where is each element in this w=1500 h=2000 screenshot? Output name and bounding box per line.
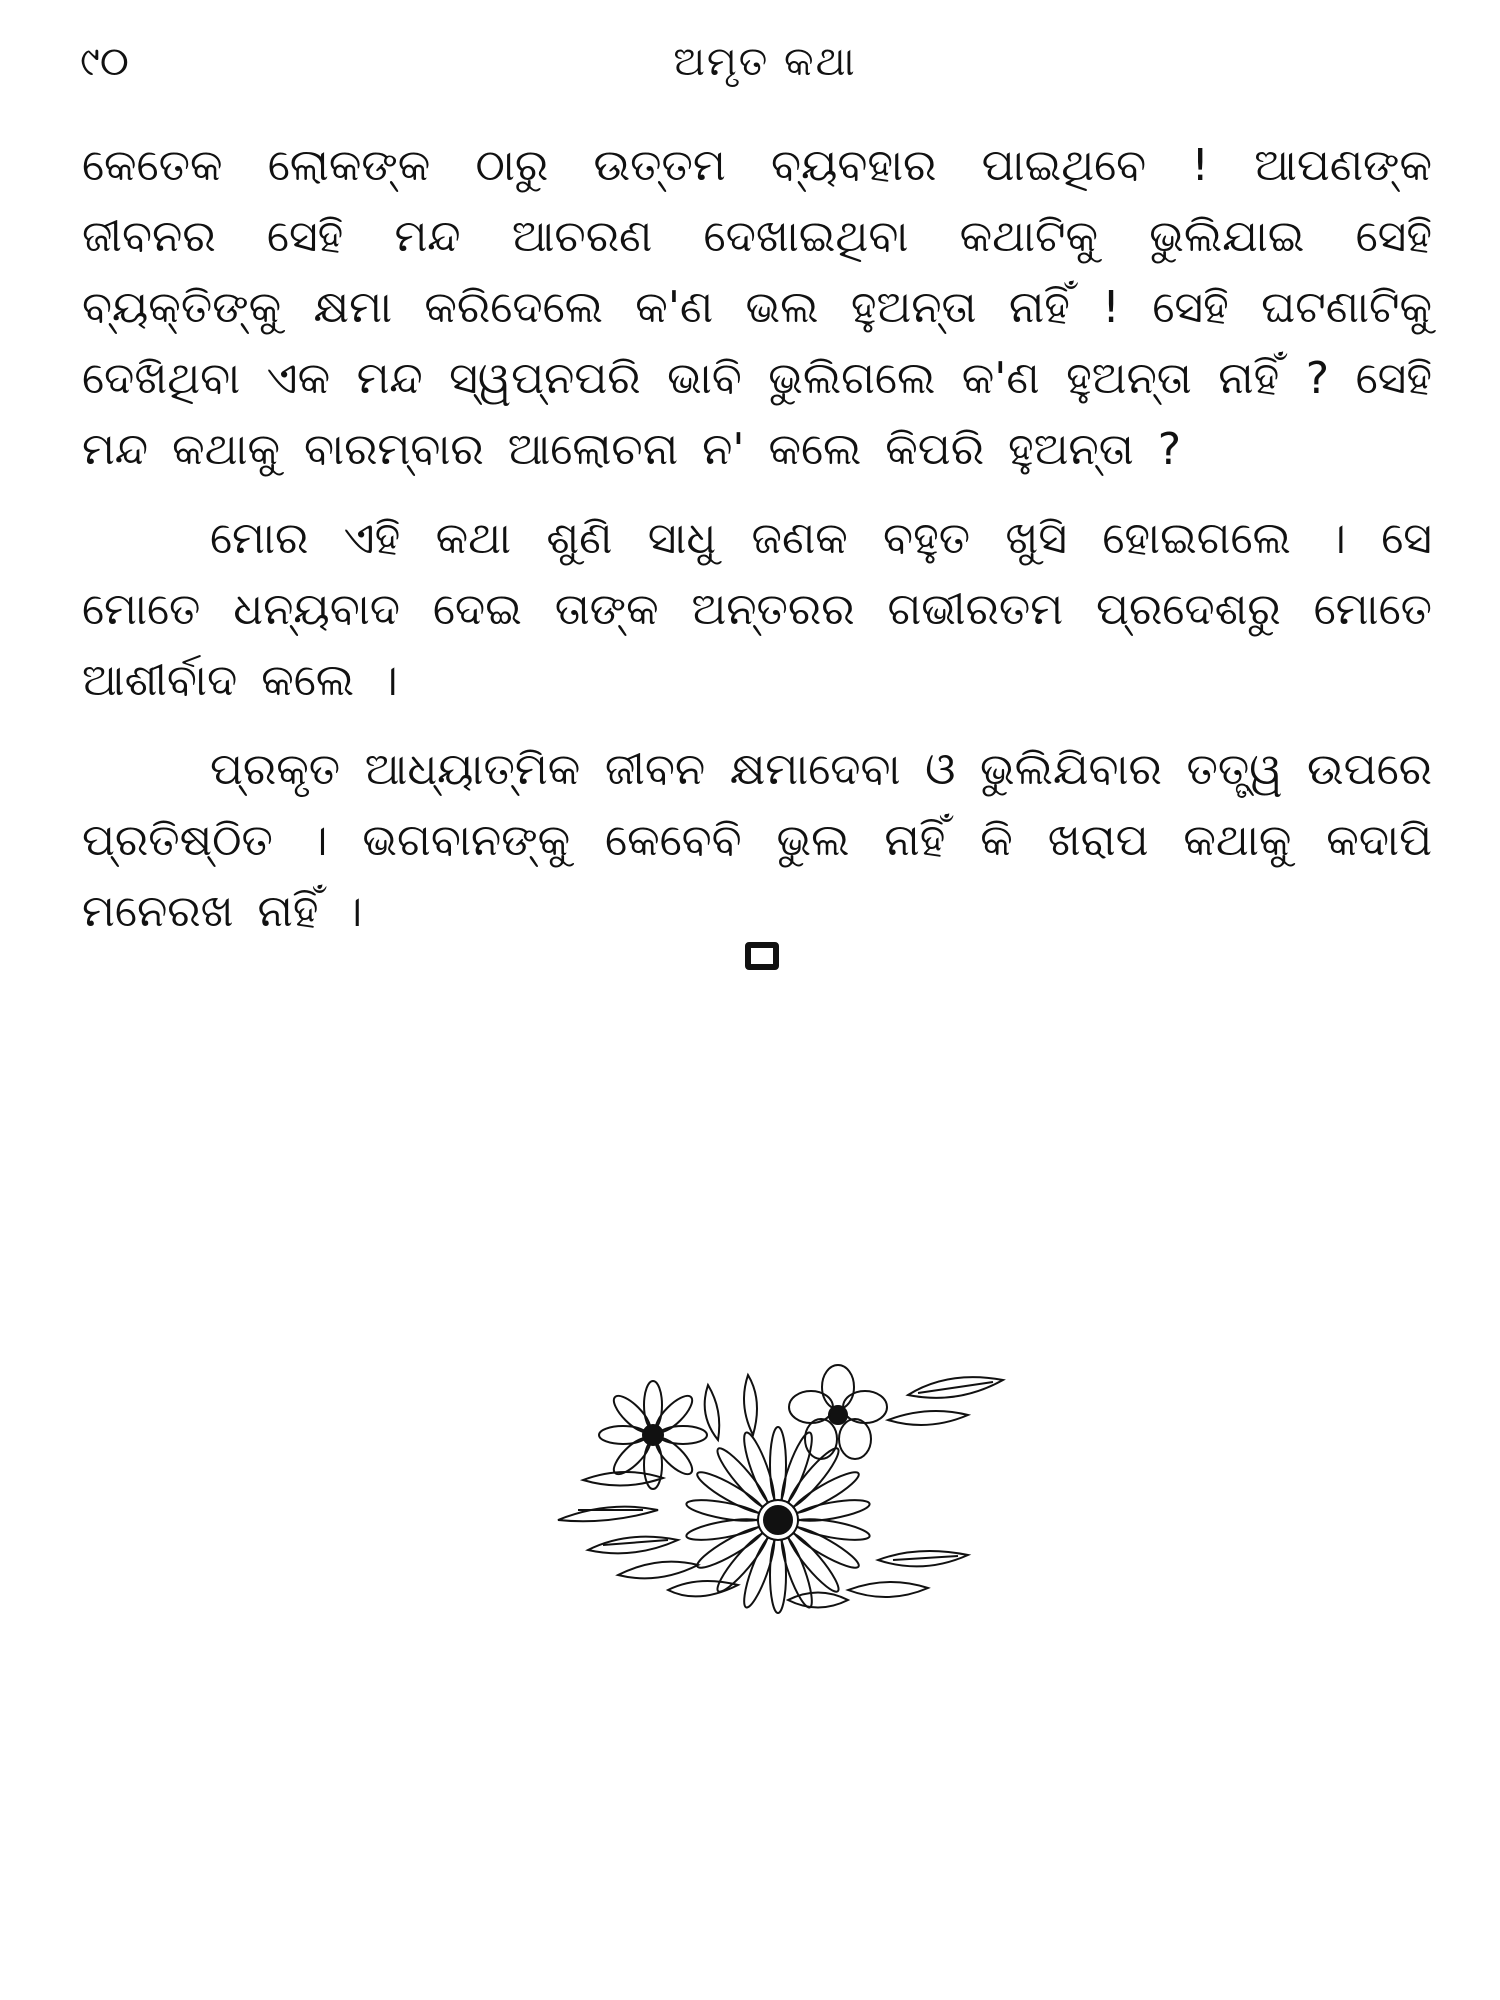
page-number: ୯୦ [80,39,129,85]
section-end-mark [745,942,779,970]
paragraph-1: କେତେକ ଲୋକଙ୍କ ଠାରୁ ଉତ୍ତମ ବ୍ୟବହାର ପାଇଥିବେ ! ଆପଣଙ୍କ ଜୀବନର ସେହି ମନ୍ଦ ଆଚରଣ ଦେଖାଇଥିବା କଥାଟିକୁ ଭୁଲିଯାଇ ସେହି ବ୍ୟକ୍ତିଙ୍କୁ କ୍ଷମା କରିଦେଲେ କ'ଣ ଭଲ ହୁଅନ୍ତା ନାହିଁ ! ସେହି ଘଟଣାଟିକୁ ଦେଖିଥିବା ଏକ ମନ୍ଦ ସ୍ୱପ୍ନପରି ଭାବି ଭୁଲିଗଲେ କ'ଣ ହୁଅନ୍ତା ନାହିଁ ? ସେହି ମନ୍ଦ କଥାକୁ ବାରମ୍ବାର ଆଲୋଚନା ନ' କଲେ କିପରି ହୁଅନ୍ତା ? [82,140,1432,475]
leaf-sprays [558,1375,1003,1608]
page-header [80,32,1450,92]
paragraph-2: ମୋର ଏହି କଥା ଶୁଣି ସାଧୁ ଜଣକ ବହୁତ ଖୁସି ହୋଇଗଲେ । ସେ ମୋତେ ଧନ୍ୟବାଦ ଦେଇ ତାଙ୍କ ଅନ୍ତରର ଗଭୀରତମ ପ୍ରଦେଶରୁ ମୋତେ ଆଶୀର୍ବାଦ କଲେ । [82,513,1432,706]
running-title: ଅମୃତ କଥା [673,39,857,85]
paragraph-3: ପ୍ରକୃତ ଆଧ୍ୟାତ୍ମିକ ଜୀବନ କ୍ଷମାଦେବା ଓ ଭୁଲିଯିବାର ତତ୍ତ୍ୱ ଉପରେ ପ୍ରତିଷ୍ଠିତ । ଭଗବାନଙ୍କୁ କେବେବି ଭୁଲ ନାହିଁ କି ଖରାପ କଥାକୁ କଦାପି ମନେରଖ ନାହିଁ । [82,744,1432,937]
small-flower-right [789,1365,887,1459]
small-flower-left [599,1381,707,1489]
large-daisy [685,1427,871,1613]
body-text [82,130,1432,965]
flower-ornament-icon [548,1360,1030,1630]
